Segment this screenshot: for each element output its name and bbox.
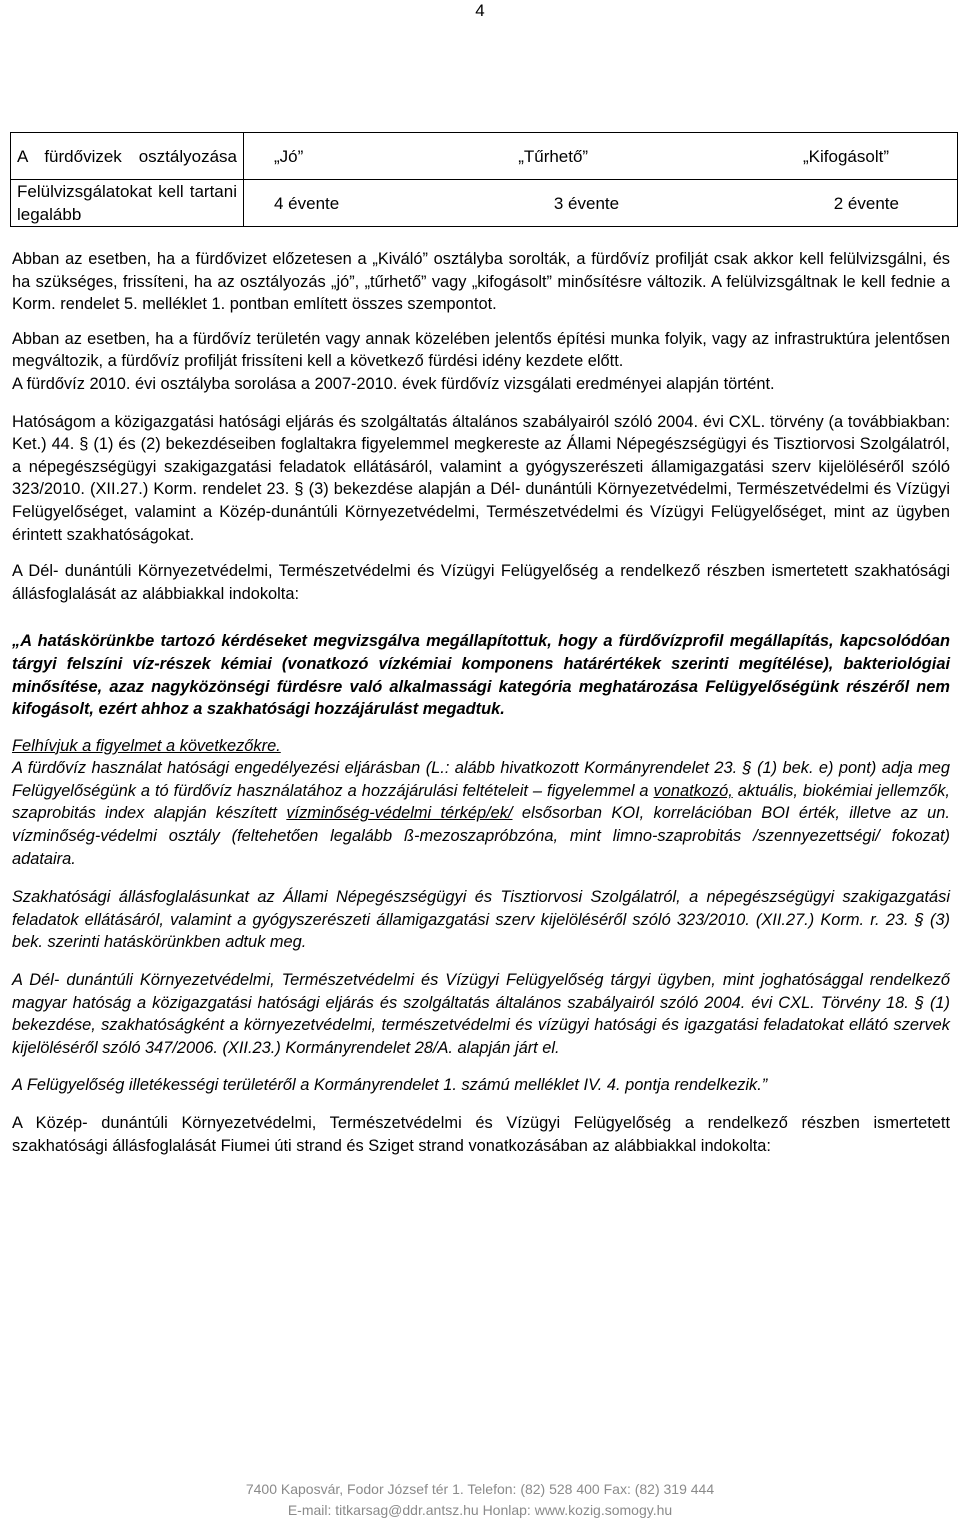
class-tolerable: „Tűrhető” (518, 146, 589, 166)
paragraph-quote-findings: „A hatáskörünkbe tartozó kérdéseket megvizsgálva megállapítottuk, hogy a fürdővízprofil megállapítás, kapcsolódóan tárgyi felszíni víz-részek kémiai (vonatkozó vízkémiai komponens határértékek szerinti megítélése), bakteriológiai minősítése, azaz nagyközönségi fürdésre való alkalmassági kategória meghatározása Felügyelőségünk részéről nem kifogásolt, ezért ahhoz a szakhatósági hozzájárulást megadtuk. (12, 632, 950, 719)
class-good: „Jó” (274, 146, 304, 166)
paragraph-attention-body (12, 757, 950, 870)
footer-contact: E-mail: titkarsag@ddr.antsz.hu Honlap: www.kozig.somogy.hu (287, 1502, 673, 1518)
document-body (12, 132, 950, 1157)
footer-address: 7400 Kaposvár, Fodor József tér 1. Telefon: (82) 528 400 Fax: (82) 319 444 (245, 1481, 715, 1497)
paragraph-attention-heading: Felhívjuk a figyelmet a következőkre. (12, 736, 281, 755)
classification-table (10, 132, 958, 227)
table-row (11, 133, 958, 180)
attention-text-1: A fürdővíz használat hatósági engedélyezési eljárásban (L.: alább hivatkozott Kormányrendelet 23. § (1) bek. e) pont) adja meg Felügyelőségünk a tó fürdővíz használatához a hozzájárulási feltételeit – figyelemmel a (12, 759, 950, 800)
paragraph-south-transdanubia-intro: A Dél- dunántúli Környezetvédelmi, Természetvédelmi és Vízügyi Felügyelőség a rendelkező részben ismertetett szakhatósági állásfoglalását az alábbiakkal indokolta: (12, 562, 950, 603)
attention-underline-1: vonatkozó, (653, 781, 733, 800)
paragraph-authority-request: Hatóságom a közigazgatási hatósági eljárás és szolgáltatás általános szabályairól szóló 2004. évi CXL. törvény (a továbbiakban: Ket.) 44. § (1) és (2) bekezdéseiben foglaltakra figyelemmel megkereste az Állami Népegészségügyi és Tisztiorvosi Szolgálatról, a népegészségügyi szakigazgatási feladatok ellátásáról, valamint a gyógyszerészeti államigazgatási szerv kijelöléséről szóló 323/2010. (XII.27.) Korm. rendelet 23. § (3) bekezdése alapján a Dél- dunántúli Környezetvédelmi, Természetvédelmi és Vízügyi Felügyelőséget, valamint a Közép-dunántúli Környezetvédelmi, Természetvédelmi és Vízügyi Felügyelőséget, mint az ügyben érintett szakhatóságokat. (12, 412, 950, 544)
table-values-classification (244, 133, 958, 180)
attention-underline-2: vízminőség-védelmi térkép/ek/ (286, 804, 513, 823)
review-tolerable: 3 évente (553, 193, 620, 213)
table-label-review: Felülvizsgálatokat kell tartani legalább (11, 180, 244, 227)
table-values-review (244, 180, 958, 227)
paragraph-territory: A Felügyelőség illetékességi területéről a Kormányrendelet 1. számú melléklet IV. 4. pontja rendelkezik.” (12, 1076, 768, 1095)
page-number: 4 (475, 1, 485, 20)
table-row (11, 180, 958, 227)
paragraph-construction: Abban az esetben, ha a fürdővíz területén vagy annak közelében jelentős építési munka folyik, vagy az infrastruktúra jelentősen megváltozik, a fürdővíz profilját frissíteni kell a következő fürdési idény kezdete előtt. (12, 329, 950, 371)
review-good: 4 évente (274, 193, 340, 213)
page-footer (0, 1479, 960, 1521)
table-label-classification: A fürdővizek osztályozása (11, 133, 244, 180)
attention-text-2: aktuális, biokémiai jellemzők, szaprobitás index alapján készített (12, 781, 950, 823)
paragraph-authority-statement: Szakhatósági állásfoglalásunkat az Állami Népegészségügyi és Tisztiorvosi Szolgálatról, a népegészségügyi szakigazgatási feladatok ellátásáról, valamint a gyógyszerészeti államigazgatási szerv kijelöléséről szóló 323/2010. (XII.27.) Korm. r. 23. § (3) bek. szerinti hatáskörünkben adtuk meg. (12, 888, 950, 952)
paragraph-profile-review: Abban az esetben, ha a fürdővizet előzetesen a „Kiváló” osztályba sorolták, a fürdővíz profilját csak akkor kell felülvizsgálni, és ha szükséges, frissíteni, ha az osztályozás „jó”, „tűrhető” vagy „kifogásolt” minősítésre változik. A felülvizsgáltnak le kell fednie a Korm. rendelet 5. melléklet 1. pontban említett összes szempontot. (12, 250, 950, 314)
paragraph-classification-2010: A fürdővíz 2010. évi osztályba sorolása a 2007-2010. évek fürdővíz vizsgálati eredményei alapján történt. (12, 374, 775, 393)
review-objectionable: 2 évente (833, 193, 899, 213)
paragraph-central-transdanubia-intro: A Közép- dunántúli Környezetvédelmi, Természetvédelmi és Vízügyi Felügyelőség a rendelkező részben ismertetett szakhatósági állásfoglalását Fiumei úti strand és Sziget strand vonatkozásában az alábbiakkal indokolta: (12, 1114, 950, 1155)
attention-text-3: elsősorban KOI, korrelációban BOI érték, illetve az un. vízminőség-védelmi osztály (feltehetően legalább ß-mezoszapróbzóna, mint limno-szaprobitás /szennyezettségi/ fokozat) adataira. (12, 804, 950, 868)
paragraph-jurisdiction: A Dél- dunántúli Környezetvédelmi, Természetvédelmi és Vízügyi Felügyelőség tárgyi ügyben, mint joghatósággal rendelkező magyar hatóság a közigazgatási hatósági eljárás és szolgáltatás általános szabályairól szóló 2004. évi CXL. Törvény 18. § (1) bekezdése, szakhatóságként a környezetvédelmi, természetvédelmi és vízügyi hatósági és igazgatási feladatokat ellátó szervek kijelöléséről szóló 347/2006. (XII.23.) Kormányrendelet 28/A. alapján járt el. (12, 971, 950, 1057)
class-objectionable: „Kifogásolt” (803, 146, 889, 166)
